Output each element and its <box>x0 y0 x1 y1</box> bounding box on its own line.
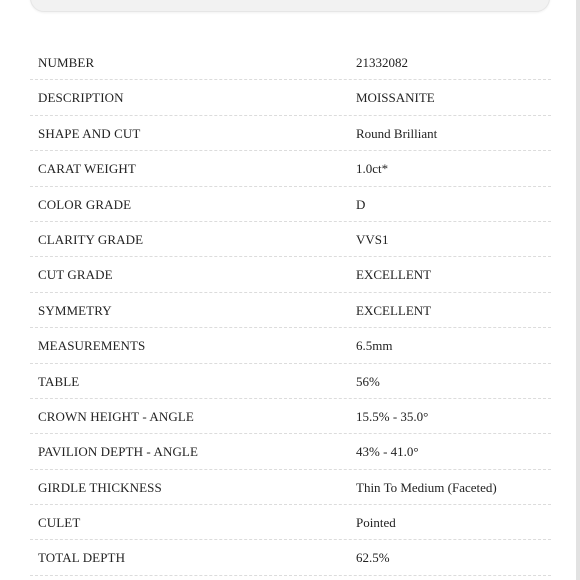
spec-row-girdle-thickness <box>30 470 551 505</box>
spec-row-table <box>30 364 551 399</box>
spec-value: 62.5% <box>356 550 390 566</box>
spec-label: CARAT WEIGHT <box>38 161 136 177</box>
spec-table <box>30 45 551 576</box>
spec-value: 15.5% - 35.0° <box>356 408 429 424</box>
spec-row-clarity-grade <box>30 222 551 257</box>
spec-value: D <box>356 196 366 212</box>
spec-value: 21332082 <box>356 55 408 70</box>
spec-label: CULET <box>38 515 81 531</box>
spec-row-cut-grade <box>30 257 551 292</box>
spec-label: CUT GRADE <box>38 267 113 283</box>
spec-value: 1.0ct* <box>356 161 389 177</box>
spec-value: Thin To Medium (Faceted) <box>356 479 497 495</box>
spec-row-culet <box>30 505 551 540</box>
spec-row-shape-and-cut <box>30 116 551 151</box>
spec-row-number <box>30 45 551 80</box>
spec-value: VVS1 <box>356 231 389 247</box>
spec-value: EXCELLENT <box>356 267 432 283</box>
spec-row-total-depth <box>30 540 551 575</box>
spec-value: 6.5mm <box>356 338 393 354</box>
spec-value: MOISSANITE <box>356 90 435 106</box>
top-card <box>30 0 550 12</box>
spec-label: NUMBER <box>38 55 95 70</box>
spec-label: GIRDLE THICKNESS <box>38 479 162 495</box>
spec-label: MEASUREMENTS <box>38 338 146 354</box>
spec-row-pavilion-depth-angle <box>30 434 551 469</box>
spec-label: CROWN HEIGHT - ANGLE <box>38 408 194 424</box>
spec-row-symmetry <box>30 293 551 328</box>
spec-label: TOTAL DEPTH <box>38 550 126 566</box>
spec-row-carat-weight <box>30 151 551 186</box>
spec-row-measurements <box>30 328 551 363</box>
spec-value: Pointed <box>356 515 396 531</box>
scrollbar-edge <box>576 0 580 580</box>
spec-label: TABLE <box>38 373 80 389</box>
spec-label: DESCRIPTION <box>38 90 124 106</box>
spec-label: COLOR GRADE <box>38 196 132 212</box>
spec-value: EXCELLENT <box>356 302 432 318</box>
spec-value: Round Brilliant <box>356 125 438 141</box>
spec-row-color-grade <box>30 187 551 222</box>
spec-label: SHAPE AND CUT <box>38 125 141 141</box>
spec-value: 56% <box>356 373 380 389</box>
spec-label: PAVILION DEPTH - ANGLE <box>38 444 199 460</box>
spec-row-crown-height-angle <box>30 399 551 434</box>
spec-row-description <box>30 80 551 115</box>
spec-value: 43% - 41.0° <box>356 444 419 460</box>
spec-label: CLARITY GRADE <box>38 231 144 247</box>
spec-label: SYMMETRY <box>38 302 112 318</box>
